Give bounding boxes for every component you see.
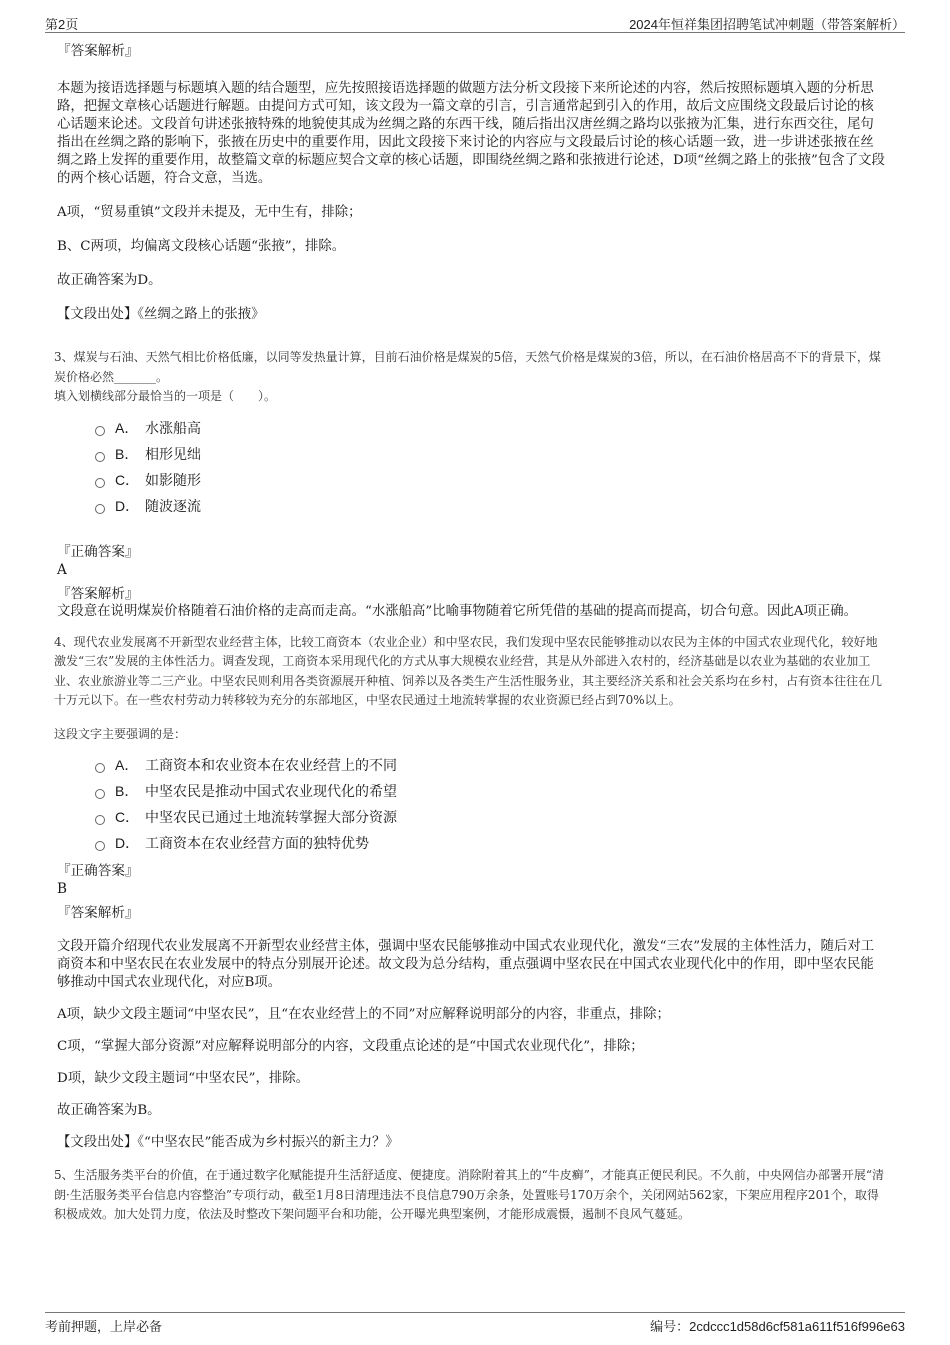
q4-correct-label: 『正确答案』: [57, 863, 139, 879]
page-footer: [45, 1312, 905, 1338]
q2-source: 【文段出处】《丝绸之路上的张掖》: [57, 307, 265, 322]
q3-option-c[interactable]: [95, 467, 887, 493]
q4-note-a: A项，缺少文段主题词“中坚农民”，且“在农业经营上的不同”对应解释说明部分的内容，非重点，排除；: [57, 1007, 670, 1022]
option-text: 随波逐流: [145, 498, 201, 515]
option-letter: D．: [115, 497, 140, 514]
q3-option-b[interactable]: [95, 441, 887, 467]
option-letter: C．: [115, 471, 140, 488]
option-letter: B．: [115, 445, 139, 462]
footer-slogan: 考前押题，上岸必备: [45, 1319, 163, 1334]
document-code: 编号：2cdccc1d58d6cf581a611f516f996e63: [650, 1319, 905, 1334]
q4-question: 这段文字主要强调的是：: [54, 726, 187, 741]
q4-note-d: D项，缺少文段主题词“中坚农民”，排除。: [57, 1071, 310, 1086]
q4-analysis-label: 『答案解析』: [57, 905, 139, 921]
q4-option-a[interactable]: [95, 752, 887, 778]
option-text: 工商资本在农业经营方面的独特优势: [145, 836, 369, 852]
option-text: 中坚农民已通过土地流转掌握大部分资源: [145, 810, 397, 826]
q3-option-d[interactable]: [95, 493, 887, 519]
document-title: 2024年恒祥集团招聘笔试冲刺题（带答案解析）: [629, 17, 905, 32]
radio-button[interactable]: [95, 426, 105, 436]
option-letter: A．: [115, 419, 139, 436]
q3-instruction: 填入划横线部分最恰当的一项是（ ）。: [54, 389, 277, 403]
option-text: 如影随形: [145, 472, 201, 489]
q3-stem: 3、煤炭与石油、天然气相比价格低廉，以同等发热量计算，目前石油价格是煤炭的5倍，天然气价格是煤炭的3倍，所以，在石油价格居高不下的背景下，煤炭价格必然_______。: [54, 350, 881, 384]
q4-conclusion: 故正确答案为B。: [57, 1103, 161, 1118]
radio-button[interactable]: [95, 815, 105, 825]
q3-analysis-text: 文段意在说明煤炭价格随着石油价格的走高而走高。“水涨船高”比喻事物随着它所凭借的基础的提高而提高，切合句意。因此A项正确。: [57, 603, 858, 619]
q4-option-b[interactable]: [95, 778, 887, 804]
q3-correct-label: 『正确答案』: [57, 543, 139, 560]
page-number: 第2页: [45, 17, 79, 32]
q4-correct-answer: B: [57, 881, 67, 897]
q3-options: [95, 415, 887, 519]
option-text: 中坚农民是推动中国式农业现代化的希望: [145, 784, 397, 800]
q3-option-a[interactable]: [95, 415, 887, 441]
q2-note-a: A项，“贸易重镇”文段并未提及，无中生有，排除；: [57, 205, 362, 220]
q5-stem: 5、生活服务类平台的价值，在于通过数字化赋能提升生活舒适度、便捷度。消除附着其上的“牛皮癣”，才能真正便民利民。不久前，中央网信办部署开展“清朗·生活服务类平台信息内容整治”专项行动，截至1月8日清理违法不良信息790万余条，处置账号170万余个，关闭网站562家，下架应用程序201个，取得积极成效。加大处罚力度，依法及时整改下架问题平台和功能，公开曝光典型案例，才能形成震慑，遏制不良风气蔓延。: [54, 1168, 885, 1221]
q3-analysis-label: 『答案解析』: [57, 585, 139, 602]
q4-option-c[interactable]: [95, 804, 887, 830]
radio-button[interactable]: [95, 452, 105, 462]
option-letter: D．: [115, 835, 140, 851]
radio-button[interactable]: [95, 763, 105, 773]
q2-analysis-label: 『答案解析』: [57, 43, 139, 59]
option-text: 工商资本和农业资本在农业经营上的不同: [145, 758, 397, 774]
option-letter: C．: [115, 809, 140, 825]
q4-stem: 4、现代农业发展离不开新型农业经营主体，比较工商资本（农业企业）和中坚农民，我们发现中坚农民能够推动以农民为主体的中国式农业现代化，较好地激发“三农”发展的主体性活力。调查发现，工商资本采用现代化的方式从事大规模农业经营，其是从外部进入农村的，经济基础是以农业为基础的农业加工业、农业旅游业等二三产业。中坚农民则利用各类资源展开种植、饲养以及各类生产生活性服务业，其主要经济关系和社会关系均在乡村，占有资本往往在几十万元以下。在一些农村劳动力转移较为充分的东部地区，中坚农民通过土地流转掌握的农业资源已经占到70%以上。: [54, 634, 883, 707]
page-content: [54, 42, 887, 1225]
radio-button[interactable]: [95, 789, 105, 799]
option-letter: A．: [115, 757, 139, 773]
q4-source: 【文段出处】《“中坚农民”能否成为乡村振兴的新主力？》: [57, 1135, 399, 1150]
option-text: 水涨船高: [145, 420, 201, 437]
q4-option-d[interactable]: [95, 830, 887, 856]
q4-analysis-text: 文段开篇介绍现代农业发展离不开新型农业经营主体，强调中坚农民能够推动中国式农业现代化，激发“三农”发展的主体性活力，随后对工商资本和中坚农民在农业发展中的特点分别展开论述。故文段为总分结构，重点强调中坚农民在中国式农业现代化中的作用，即中坚农民能够推动中国式农业现代化，对应B项。: [57, 939, 875, 990]
q4-note-c: C项，“掌握大部分资源”对应解释说明部分的内容，文段重点论述的是“中国式农业现代化”，排除；: [57, 1039, 644, 1054]
radio-button[interactable]: [95, 504, 105, 514]
option-letter: B．: [115, 783, 139, 799]
q2-conclusion: 故正确答案为D。: [57, 273, 162, 288]
radio-button[interactable]: [95, 478, 105, 488]
q4-options: [95, 752, 887, 856]
option-text: 相形见绌: [145, 446, 201, 463]
q2-analysis-text: 本题为接语选择题与标题填入题的结合题型，应先按照接语选择题的做题方法分析文段接下来所论述的内容，然后按照标题填入题的分析思路，把握文章核心话题进行解题。由提问方式可知，该文段为一篇文章的引言，引言通常起到引入的作用，故后文应围绕文段最后讨论的核心话题来论述。文段首句讲述张掖特殊的地貌使其成为丝绸之路的东西干线，随后指出汉唐丝绸之路均以张掖为汇集，进行东西交往，尾句指出在丝绸之路的影响下，张掖在历史中的重要作用，因此文段接下来讨论的内容应与文段最后讨论的核心话题一致，进一步讲述张掖在丝绸之路上发挥的重要作用，故整篇文章的标题应契合文章的核心话题，即围绕丝绸之路和张掖进行论述，D项“丝绸之路上的张掖”包含了文段的两个核心话题，符合文意，当选。: [57, 81, 885, 186]
radio-button[interactable]: [95, 841, 105, 851]
q2-note-bc: B、C两项，均偏离文段核心话题“张掖”，排除。: [57, 239, 346, 254]
page-header: [45, 12, 905, 33]
q3-correct-answer: A: [57, 561, 67, 578]
